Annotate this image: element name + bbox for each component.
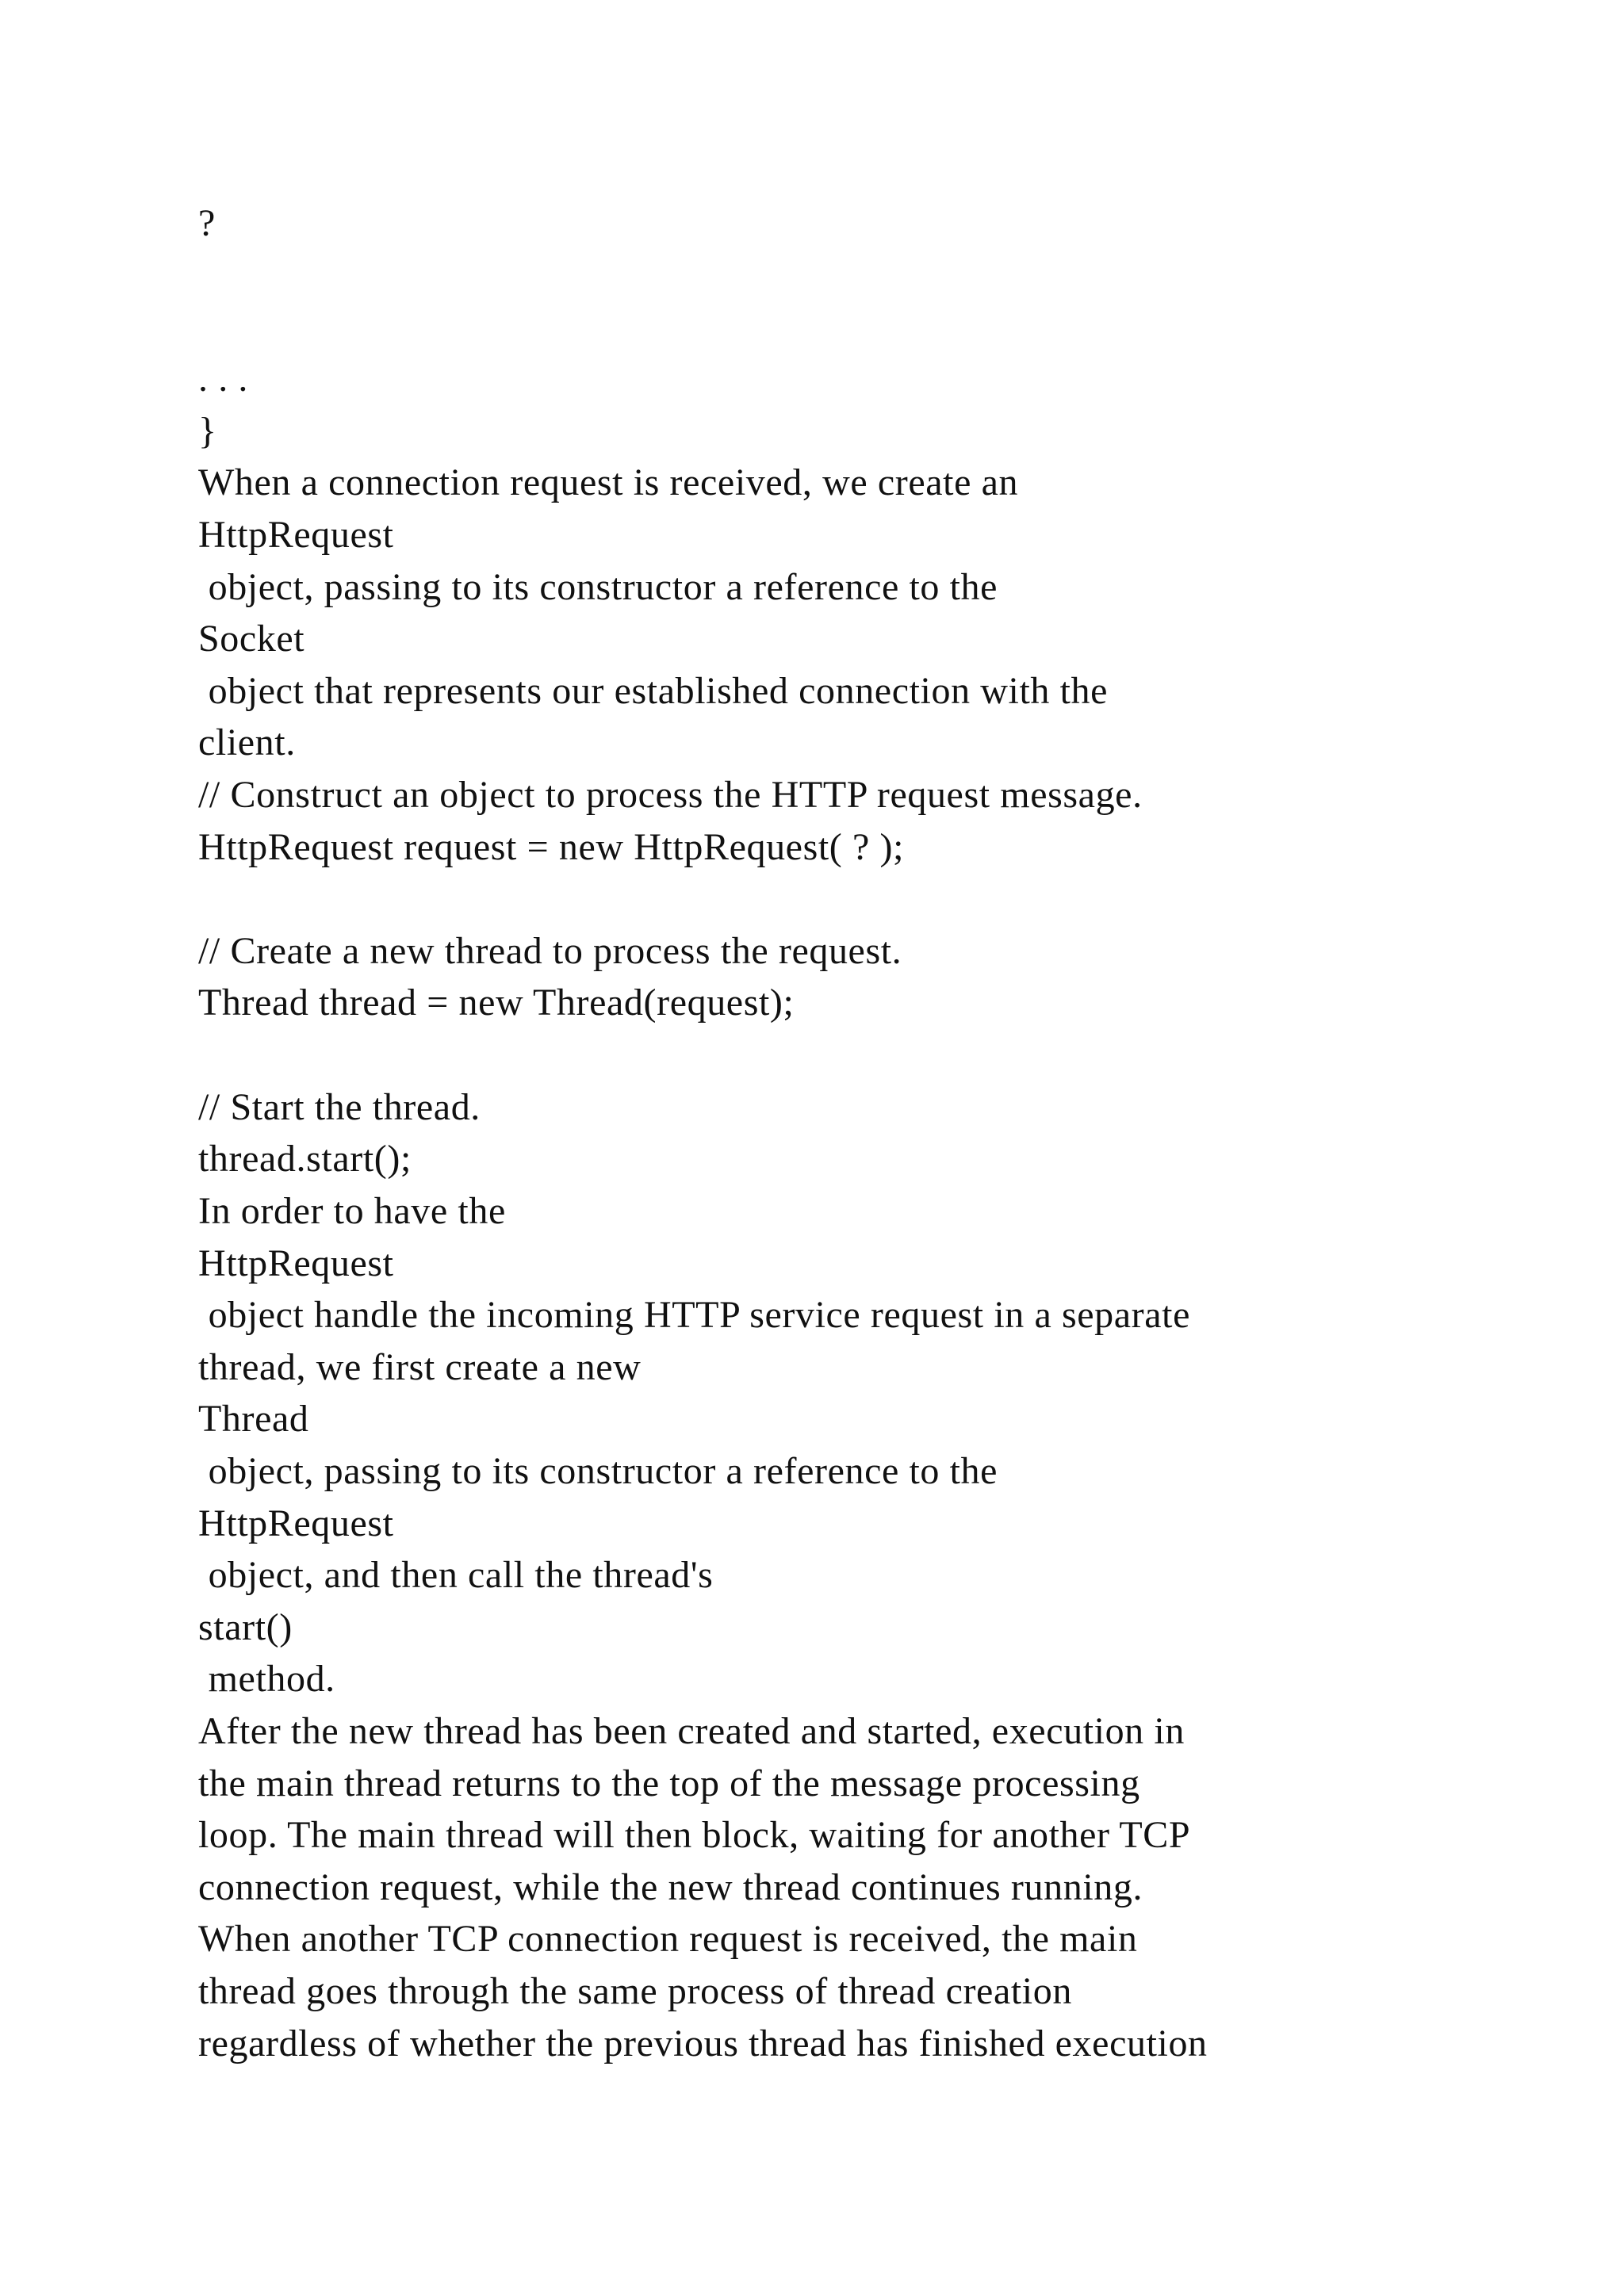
- text-line: the main thread returns to the top of the message processing: [198, 1762, 1140, 1804]
- closing-brace-line: }: [198, 410, 217, 452]
- text-line: Socket: [198, 618, 305, 660]
- text-line: object, passing to its constructor a reference to the: [198, 1450, 998, 1492]
- code-comment-line: // Construct an object to process the HTTP request message.: [198, 774, 1143, 816]
- text-line: After the new thread has been created and started, execution in: [198, 1710, 1185, 1752]
- text-line: start(): [198, 1606, 293, 1648]
- text-line: client.: [198, 721, 296, 763]
- code-line: Thread thread = new Thread(request);: [198, 982, 795, 1024]
- code-line: HttpRequest request = new HttpRequest( ? );: [198, 826, 905, 868]
- question-mark-line: ?: [198, 202, 216, 244]
- text-line: Thread: [198, 1398, 309, 1440]
- text-line: When another TCP connection request is received, the main: [198, 1918, 1138, 1960]
- text-line: connection request, while the new thread continues running.: [198, 1866, 1143, 1908]
- code-comment-line: // Start the thread.: [198, 1086, 481, 1128]
- text-line: In order to have the: [198, 1190, 506, 1232]
- text-line: HttpRequest: [198, 1242, 394, 1284]
- text-line: loop. The main thread will then block, waiting for another TCP: [198, 1814, 1191, 1856]
- text-line: method.: [198, 1658, 335, 1700]
- text-line: When a connection request is received, we create an: [198, 461, 1019, 503]
- text-line: thread, we first create a new: [198, 1346, 642, 1388]
- text-line: HttpRequest: [198, 514, 394, 556]
- text-line: object that represents our established connection with the: [198, 670, 1109, 712]
- text-line: object handle the incoming HTTP service request in a separate: [198, 1294, 1190, 1336]
- ellipsis-line: . . .: [198, 358, 248, 400]
- code-comment-line: // Create a new thread to process the request.: [198, 930, 902, 972]
- text-line: object, and then call the thread's: [198, 1554, 714, 1596]
- text-line: regardless of whether the previous thread has finished execution: [198, 2022, 1208, 2064]
- text-line: thread goes through the same process of thread creation: [198, 1970, 1072, 2012]
- text-line: HttpRequest: [198, 1502, 394, 1544]
- text-line: object, passing to its constructor a reference to the: [198, 566, 998, 608]
- code-line: thread.start();: [198, 1138, 412, 1180]
